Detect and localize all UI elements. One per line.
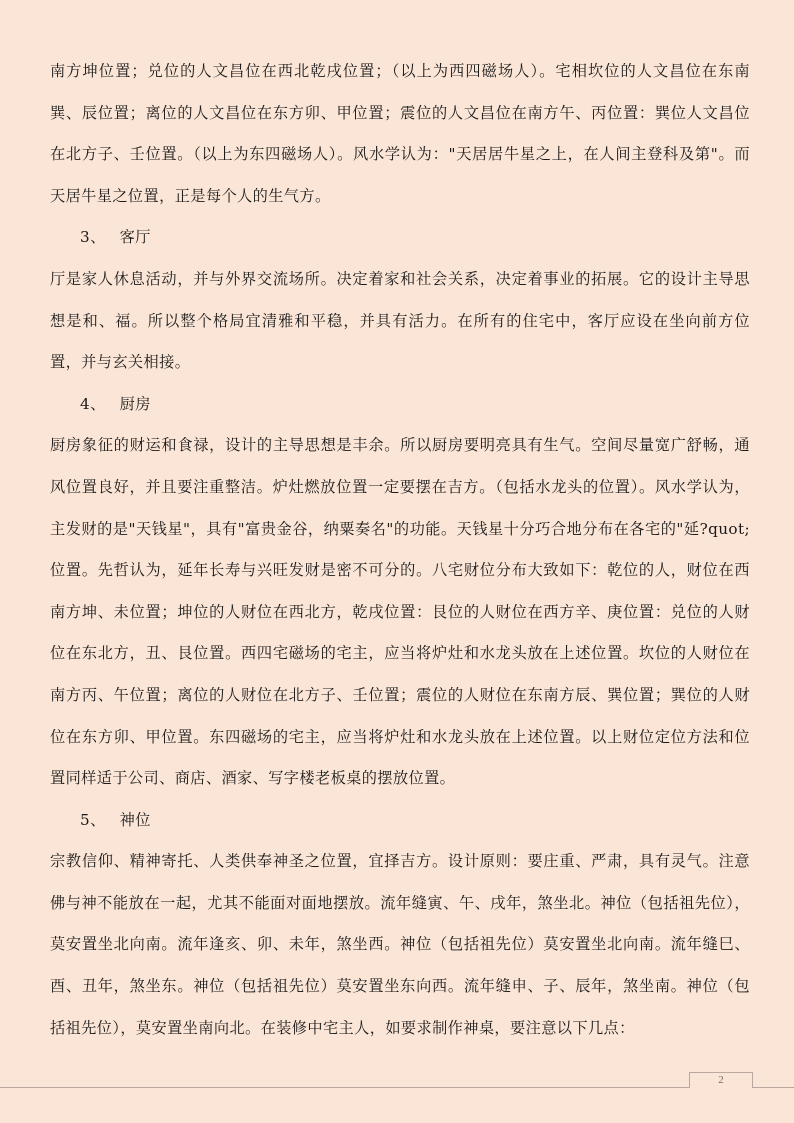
document-body — [50, 51, 750, 1049]
section-title: 客厅 — [119, 228, 151, 247]
page-number: 2 — [689, 1072, 753, 1088]
section-number: 5、 — [80, 810, 106, 829]
section-title: 神位 — [119, 810, 151, 829]
section-heading-kitchen — [50, 384, 750, 426]
paragraph-kitchen: 厨房象征的财运和食禄，设计的主导思想是丰余。所以厨房要明亮具有生气。空间尽量宽广舒畅，通风位置良好，并且要注重整洁。炉灶燃放位置一定要摆在吉方。（包括水龙头的位置）。风水学认为，主发财的是"天钱星"，具有"富贵金谷，纳粟奏名"的功能。天钱星十分巧合地分布在各宅的"延?quot;位置。先哲认为，延年长寿与兴旺发财是密不可分的。八宅财位分布大致如下：乾位的人，财位在西南方坤、未位置；坤位的人财位在西北方，乾戌位置：艮位的人财位在西方辛、庚位置：兑位的人财位在东北方，丑、艮位置。西四宅磁场的宅主，应当将炉灶和水龙头放在上述位置。坎位的人财位在南方丙、午位置；离位的人财位在北方子、壬位置；震位的人财位在东南方辰、巽位置；巽位的人财位在东方卯、甲位置。东四磁场的宅主，应当将炉灶和水龙头放在上述位置。以上财位定位方法和位置同样适于公司、商店、酒家、写字楼老板桌的摆放位置。 — [50, 436, 750, 788]
section-heading-living-room — [50, 217, 750, 259]
section-title: 厨房 — [119, 394, 151, 413]
paragraph-living-room: 厅是家人休息活动，并与外界交流场所。决定着家和社会关系，决定着事业的拓展。它的设计主导思想是和、福。所以整个格局宜清雅和平稳，并具有活力。在所有的住宅中，客厅应设在坐向前方位置，并与玄关相接。 — [50, 269, 750, 372]
section-number: 3、 — [80, 228, 106, 247]
paragraph-intro: 南方坤位置；兑位的人文昌位在西北乾戌位置；（以上为西四磁场人）。宅相坎位的人文昌位在东南巽、辰位置；离位的人文昌位在东方卯、甲位置；震位的人文昌位在南方午、丙位置：巽位人文昌位在北方子、壬位置。（以上为东四磁场人）。风水学认为："天居居牛星之上，在人间主登科及第"。而天居牛星之位置，正是每个人的生气方。 — [50, 62, 750, 205]
section-number: 4、 — [80, 394, 106, 413]
paragraph-shrine: 宗教信仰、精神寄托、人类供奉神圣之位置，宜择吉方。设计原则：要庄重、严肃，具有灵气。注意佛与神不能放在一起，尤其不能面对面地摆放。流年缝寅、午、戌年，煞坐北。神位（包括祖先位），莫安置坐北向南。流年逢亥、卯、未年，煞坐西。神位（包括祖先位）莫安置坐北向南。流年缝巳、酉、丑年，煞坐东。神位（包括祖先位）莫安置坐东向西。流年缝申、子、辰年，煞坐南。神位（包括祖先位），莫安置坐南向北。在装修中宅主人，如要求制作神桌，要注意以下几点： — [50, 852, 750, 1037]
section-heading-shrine — [50, 800, 750, 842]
footer-divider — [0, 1087, 794, 1088]
